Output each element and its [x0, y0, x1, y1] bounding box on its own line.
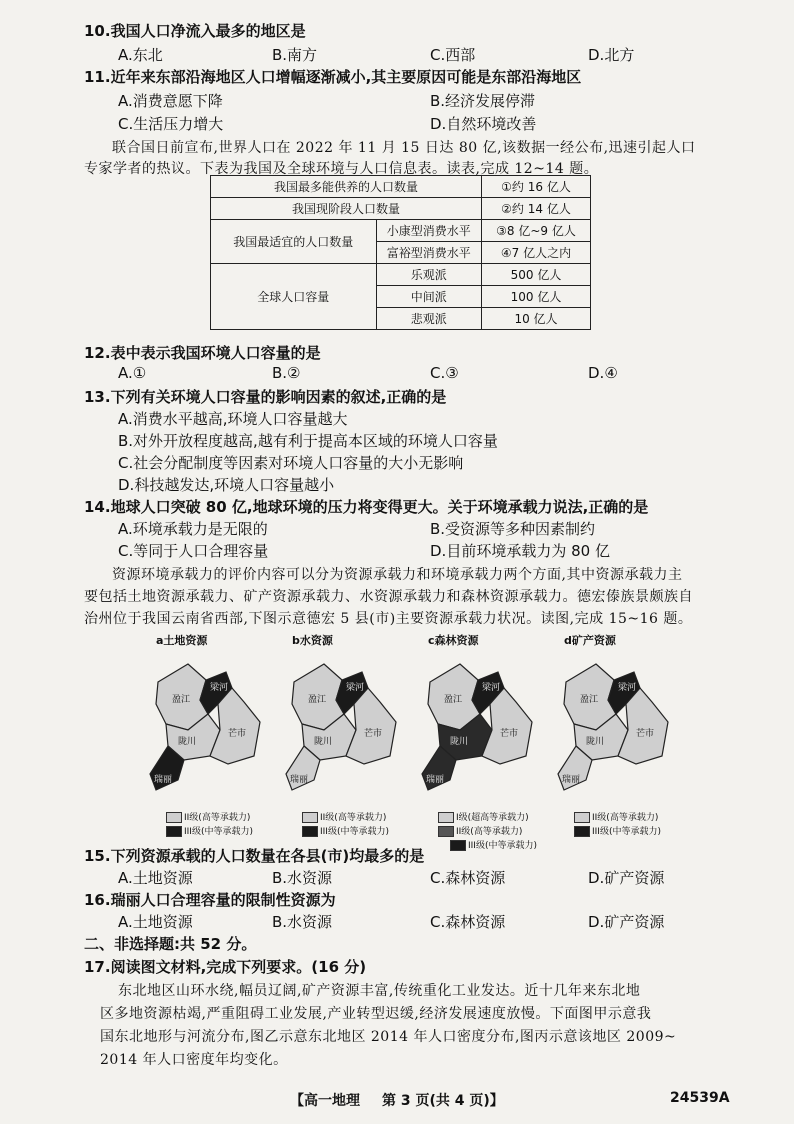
- q14-option-d: D.目前环境承载力为 80 亿: [430, 542, 610, 560]
- legend-label: II级(高等承载力): [320, 813, 387, 823]
- county-map: [556, 652, 686, 812]
- place-label-ruili: 瑞丽: [562, 775, 581, 785]
- legend-swatch: [574, 812, 590, 823]
- q11-option-c: C.生活压力增大: [118, 115, 224, 133]
- table-cell: 悲观派: [376, 308, 481, 330]
- table-cell: ②约 14 亿人: [482, 198, 591, 220]
- q15-option-b: B.水资源: [272, 869, 333, 887]
- table-cell: ③8 亿~9 亿人: [482, 220, 591, 242]
- place-label-mangshi: 芒市: [636, 729, 655, 739]
- q10-option-a: A.东北: [118, 46, 163, 64]
- legend-item: [302, 824, 389, 837]
- place-label-longchuan: 陇川: [314, 737, 333, 747]
- legend-item: [166, 824, 253, 837]
- q14-option-b: B.受资源等多种因素制约: [430, 520, 596, 538]
- table-cell: 我国最多能供养的人口数量: [211, 176, 482, 198]
- table-cell: 富裕型消费水平: [376, 242, 481, 264]
- q16-option-b: B.水资源: [272, 913, 333, 931]
- place-label-yingjiang: 盈江: [308, 695, 327, 705]
- intro2-line2: 要包括土地资源承载力、矿产资源承载力、水资源承载力和森林资源承载力。德宏傣族景颇族自: [84, 589, 693, 605]
- q12-option-d: D.④: [588, 364, 618, 382]
- legend-label: I级(超高等承载力): [456, 813, 529, 823]
- table-cell: 我国现阶段人口数量: [211, 198, 482, 220]
- legend-label: II级(高等承载力): [456, 827, 523, 837]
- legend-label: III级(中等承载力): [592, 827, 661, 837]
- q17-line1: 东北地区山环水绕,幅员辽阔,矿产资源丰富,传统重化工业发达。近十几年来东北地: [118, 983, 641, 999]
- legend-label: III级(中等承载力): [320, 827, 389, 837]
- population-info-table: [210, 175, 591, 330]
- table-cell: ④7 亿人之内: [482, 242, 591, 264]
- q11-option-a: A.消费意愿下降: [118, 92, 223, 110]
- legend-item: [166, 810, 250, 823]
- q10-option-b: B.南方: [272, 46, 318, 64]
- map-title: c森林资源: [428, 634, 479, 647]
- legend-swatch: [166, 826, 182, 837]
- table-cell: 小康型消费水平: [376, 220, 481, 242]
- q15-stem: 15.下列资源承载的人口数量在各县(市)均最多的是: [84, 847, 425, 865]
- place-label-yingjiang: 盈江: [444, 695, 463, 705]
- table-cell: 500 亿人: [482, 264, 591, 286]
- table-cell: ①约 16 亿人: [482, 176, 591, 198]
- q16-option-c: C.森林资源: [430, 913, 506, 931]
- legend-swatch: [438, 812, 454, 823]
- legend-swatch: [302, 826, 318, 837]
- q12-stem: 12.表中表示我国环境人口容量的是: [84, 344, 321, 362]
- legend-label: III级(中等承载力): [468, 841, 537, 851]
- place-label-longchuan: 陇川: [178, 737, 197, 747]
- q11-stem: 11.近年来东部沿海地区人口增幅逐渐减小,其主要原因可能是东部沿海地区: [84, 68, 582, 86]
- intro1-line2: 专家学者的热议。下表为我国及全球环境与人口信息表。读表,完成 12~14 题。: [84, 161, 599, 177]
- q14-option-c: C.等同于人口合理容量: [118, 542, 269, 560]
- q11-option-b: B.经济发展停滞: [430, 92, 536, 110]
- q13-option-a: A.消费水平越高,环境人口容量越大: [118, 410, 348, 428]
- county-map: [420, 652, 550, 812]
- legend-label: II级(高等承载力): [184, 813, 251, 823]
- section-heading: 二、非选择题:共 52 分。: [84, 935, 257, 953]
- legend-item: [574, 810, 658, 823]
- q14-stem: 14.地球人口突破 80 亿,地球环境的压力将变得更大。关于环境承载力说法,正确的是: [84, 498, 649, 516]
- table-cell: 全球人口容量: [211, 264, 377, 330]
- q13-stem: 13.下列有关环境人口容量的影响因素的叙述,正确的是: [84, 388, 447, 406]
- intro2-line1: 资源环境承载力的评价内容可以分为资源承载力和环境承载力两个方面,其中资源承载力主: [112, 567, 683, 583]
- table-cell: 我国最适宜的人口数量: [211, 220, 377, 264]
- place-label-ruili: 瑞丽: [290, 775, 309, 785]
- footer-code: 24539A: [670, 1090, 730, 1106]
- q12-option-c: C.③: [430, 364, 459, 382]
- intro1-line1: 联合国日前宣布,世界人口在 2022 年 11 月 15 日达 80 亿,该数据一经公布,迅速引起人口: [112, 140, 696, 156]
- table-cell: 10 亿人: [482, 308, 591, 330]
- legend-label: III级(中等承载力): [184, 827, 253, 837]
- legend-item: [302, 810, 386, 823]
- q17-stem: 17.阅读图文材料,完成下列要求。(16 分): [84, 958, 367, 976]
- q17-line4: 2014 年人口密度年均变化。: [100, 1052, 288, 1068]
- legend-swatch: [574, 826, 590, 837]
- table-cell: 中间派: [376, 286, 481, 308]
- q17-line2: 区多地资源枯竭,严重阻碍工业发展,产业转型迟缓,经济发展速度放慢。下面图甲示意我: [100, 1006, 652, 1022]
- map-title: d矿产资源: [564, 634, 616, 647]
- q13-option-d: D.科技越发达,环境人口容量越小: [118, 476, 335, 494]
- place-label-longchuan: 陇川: [586, 737, 605, 747]
- table-cell: 乐观派: [376, 264, 481, 286]
- place-label-mangshi: 芒市: [228, 729, 247, 739]
- place-label-yingjiang: 盈江: [580, 695, 599, 705]
- q15-option-a: A.土地资源: [118, 869, 193, 887]
- q11-option-d: D.自然环境改善: [430, 115, 537, 133]
- footer-page: 第 3 页(共 4 页)】: [382, 1093, 504, 1109]
- legend-item: [450, 838, 537, 851]
- q16-option-d: D.矿产资源: [588, 913, 665, 931]
- place-label-ruili: 瑞丽: [426, 775, 445, 785]
- intro2-line3: 治州位于我国云南省西部,下图示意德宏 5 县(市)主要资源承载力状况。读图,完成 15~16 题。: [84, 611, 693, 627]
- q13-option-c: C.社会分配制度等因素对环境人口容量的大小无影响: [118, 454, 464, 472]
- county-map: [284, 652, 414, 812]
- table-cell: 100 亿人: [482, 286, 591, 308]
- map-title: a土地资源: [156, 634, 208, 647]
- q10-stem: 10.我国人口净流入最多的地区是: [84, 22, 306, 40]
- q14-option-a: A.环境承载力是无限的: [118, 520, 268, 538]
- q13-option-b: B.对外开放程度越高,越有利于提高本区域的环境人口容量: [118, 432, 498, 450]
- place-label-lianghe: 梁河: [210, 683, 229, 693]
- q15-option-d: D.矿产资源: [588, 869, 665, 887]
- place-label-mangshi: 芒市: [500, 729, 519, 739]
- place-label-ruili: 瑞丽: [154, 775, 173, 785]
- place-label-longchuan: 陇川: [450, 737, 469, 747]
- footer-course: 【高一地理: [290, 1093, 360, 1109]
- q12-option-a: A.①: [118, 364, 147, 382]
- place-label-lianghe: 梁河: [618, 683, 637, 693]
- legend-item: [438, 810, 529, 823]
- place-label-mangshi: 芒市: [364, 729, 383, 739]
- legend-item: [574, 824, 661, 837]
- legend-swatch: [302, 812, 318, 823]
- q17-line3: 国东北地形与河流分布,图乙示意东北地区 2014 年人口密度分布,图丙示意该地区 2009~: [100, 1029, 677, 1045]
- place-label-lianghe: 梁河: [346, 683, 365, 693]
- legend-label: II级(高等承载力): [592, 813, 659, 823]
- q10-option-c: C.西部: [430, 46, 476, 64]
- place-label-lianghe: 梁河: [482, 683, 501, 693]
- legend-swatch: [438, 826, 454, 837]
- legend-item: [438, 824, 522, 837]
- county-map: [148, 652, 278, 812]
- q12-option-b: B.②: [272, 364, 301, 382]
- legend-swatch: [450, 840, 466, 851]
- legend-swatch: [166, 812, 182, 823]
- q16-option-a: A.土地资源: [118, 913, 193, 931]
- place-label-yingjiang: 盈江: [172, 695, 191, 705]
- q10-option-d: D.北方: [588, 46, 635, 64]
- q15-option-c: C.森林资源: [430, 869, 506, 887]
- map-title: b水资源: [292, 634, 333, 647]
- q16-stem: 16.瑞丽人口合理容量的限制性资源为: [84, 891, 336, 909]
